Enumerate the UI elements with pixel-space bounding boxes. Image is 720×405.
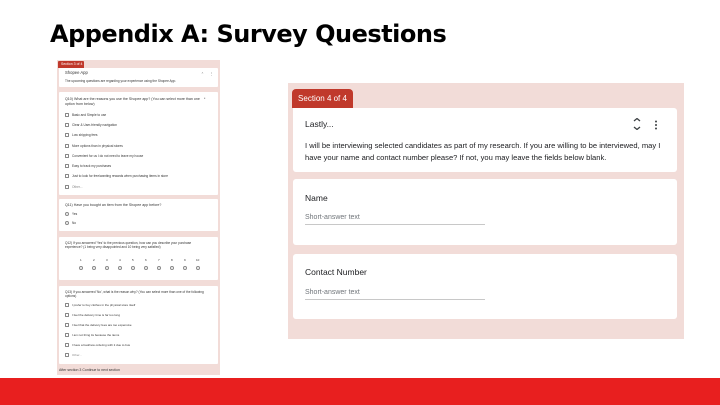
mini-option: Other... bbox=[72, 353, 82, 357]
mini-radio bbox=[183, 266, 187, 270]
question-title-contact-number: Contact Number bbox=[305, 267, 367, 277]
mini-option: I am not thing its because the items bbox=[72, 333, 120, 337]
mini-checkbox bbox=[65, 123, 69, 127]
question-card-name[interactable] bbox=[293, 179, 677, 245]
mini-option: Easy to track my purchases bbox=[72, 164, 112, 168]
mini-checkbox bbox=[65, 113, 69, 117]
mini-q10-title: Q10) What are the reasons you use the Shopee app? (You can select more than one option from below) bbox=[65, 97, 200, 106]
mini-option: More options than in physical stores bbox=[72, 144, 123, 148]
mini-radio bbox=[170, 266, 174, 270]
mini-checkbox bbox=[65, 353, 69, 357]
mini-option: I have a bad/new ordering with it due to bus bbox=[72, 343, 131, 347]
bottom-accent-bar bbox=[0, 378, 720, 405]
mini-checkbox bbox=[65, 144, 69, 148]
mini-checkbox bbox=[65, 313, 69, 317]
mini-radio bbox=[196, 266, 200, 270]
mini-scale-label: 6 bbox=[145, 258, 147, 262]
mini-more-icon: ⋮ bbox=[210, 72, 214, 76]
mini-option: I feel that the delivery fees are too expensive bbox=[72, 323, 132, 327]
mini-q10-card bbox=[59, 92, 218, 195]
question-title-name: Name bbox=[305, 193, 328, 203]
mini-scale-label: 1 bbox=[80, 258, 82, 262]
mini-checkbox bbox=[65, 133, 69, 137]
mini-header-title: Shopee App bbox=[65, 70, 88, 75]
mini-option: Other... bbox=[72, 185, 83, 189]
mini-option: Clear & User-friendly navigation bbox=[72, 123, 117, 127]
mini-scale-label: 9 bbox=[184, 258, 186, 262]
question-card-contact-number[interactable] bbox=[293, 254, 677, 319]
mini-option: Low shipping fees bbox=[72, 133, 98, 137]
mini-q13-title: Q13) If you answered 'No', what is the reason why? (You can select more than one of the following options) bbox=[65, 290, 204, 298]
mini-radio bbox=[92, 266, 96, 270]
mini-checkbox bbox=[65, 185, 69, 189]
mini-option: I prefer to buy clothes in the physical store itself bbox=[72, 303, 136, 307]
mini-radio bbox=[118, 266, 122, 270]
mini-radio bbox=[144, 266, 148, 270]
mini-radio bbox=[105, 266, 109, 270]
mini-header-desc: The upcoming questions are regarding your experience using the Shopee App. bbox=[65, 79, 177, 83]
mini-checkbox bbox=[65, 174, 69, 178]
mini-option: Convenient for us I do not need to leave my house bbox=[72, 154, 144, 158]
mini-scale-label: 2 bbox=[93, 258, 95, 262]
section-title: Lastly... bbox=[305, 119, 334, 129]
mini-option: Yes bbox=[72, 212, 78, 216]
mini-option: Basic and Simple to use bbox=[72, 113, 107, 117]
section-tab[interactable]: Section 4 of 4 bbox=[292, 89, 353, 108]
mini-option: No bbox=[72, 221, 77, 225]
more-vert-icon[interactable] bbox=[654, 120, 658, 130]
mini-radio bbox=[65, 221, 69, 225]
mini-required-mark: * bbox=[204, 97, 206, 101]
mini-q12-title: Q12) If you answered 'Yes' to the previous question, how can you describe your purchase experience? (1 being very disappointed and 10 being very satisfied) bbox=[65, 241, 192, 249]
mini-checkbox bbox=[65, 303, 69, 307]
mini-q11-card bbox=[59, 199, 218, 231]
section-header-card bbox=[293, 108, 677, 172]
mini-form-screenshot bbox=[57, 60, 220, 375]
mini-scale-label: 3 bbox=[106, 258, 108, 262]
section-description: I will be interviewing selected candidates as part of my research. If you are willing to be interviewed, may I have your name and contact number please? If not, you may leave the fields below blank. bbox=[305, 141, 661, 162]
mini-section-footer: After section 3 Continue to next section bbox=[59, 368, 120, 372]
mini-q12-card bbox=[59, 237, 218, 280]
mini-scale-label: 8 bbox=[171, 258, 173, 262]
mini-scale-label: 5 bbox=[132, 258, 134, 262]
mini-checkbox bbox=[65, 343, 69, 347]
slide-title: Appendix A: Survey Questions bbox=[50, 20, 447, 48]
mini-collapse-icon: ⌃ bbox=[201, 72, 205, 76]
mini-radio bbox=[65, 212, 69, 216]
mini-section-tab: Section 3 of 4 bbox=[58, 61, 84, 68]
mini-checkbox bbox=[65, 333, 69, 337]
mini-header-card bbox=[59, 68, 218, 87]
mini-checkbox bbox=[65, 323, 69, 327]
mini-radio bbox=[79, 266, 83, 270]
short-answer-field-name[interactable]: Short-answer text bbox=[305, 214, 485, 225]
mini-radio bbox=[131, 266, 135, 270]
mini-q11-title: Q11) Have you bought an item from the Shopee app before? bbox=[65, 203, 162, 207]
mini-scale-label: 7 bbox=[158, 258, 160, 262]
mini-option: I feel the delivery time is far too long bbox=[72, 313, 121, 317]
mini-checkbox bbox=[65, 154, 69, 158]
collapse-icon[interactable] bbox=[633, 118, 641, 130]
mini-scale-label: 10 bbox=[196, 258, 200, 262]
mini-q13-card bbox=[59, 286, 218, 364]
mini-checkbox bbox=[65, 164, 69, 168]
mini-radio bbox=[157, 266, 161, 270]
mini-option: Just to look for free/wanting rewards when purchasing items in store bbox=[72, 174, 169, 178]
mini-scale-label: 4 bbox=[119, 258, 121, 262]
short-answer-field-contact-number[interactable]: Short-answer text bbox=[305, 289, 485, 300]
form-section-4 bbox=[288, 83, 684, 339]
